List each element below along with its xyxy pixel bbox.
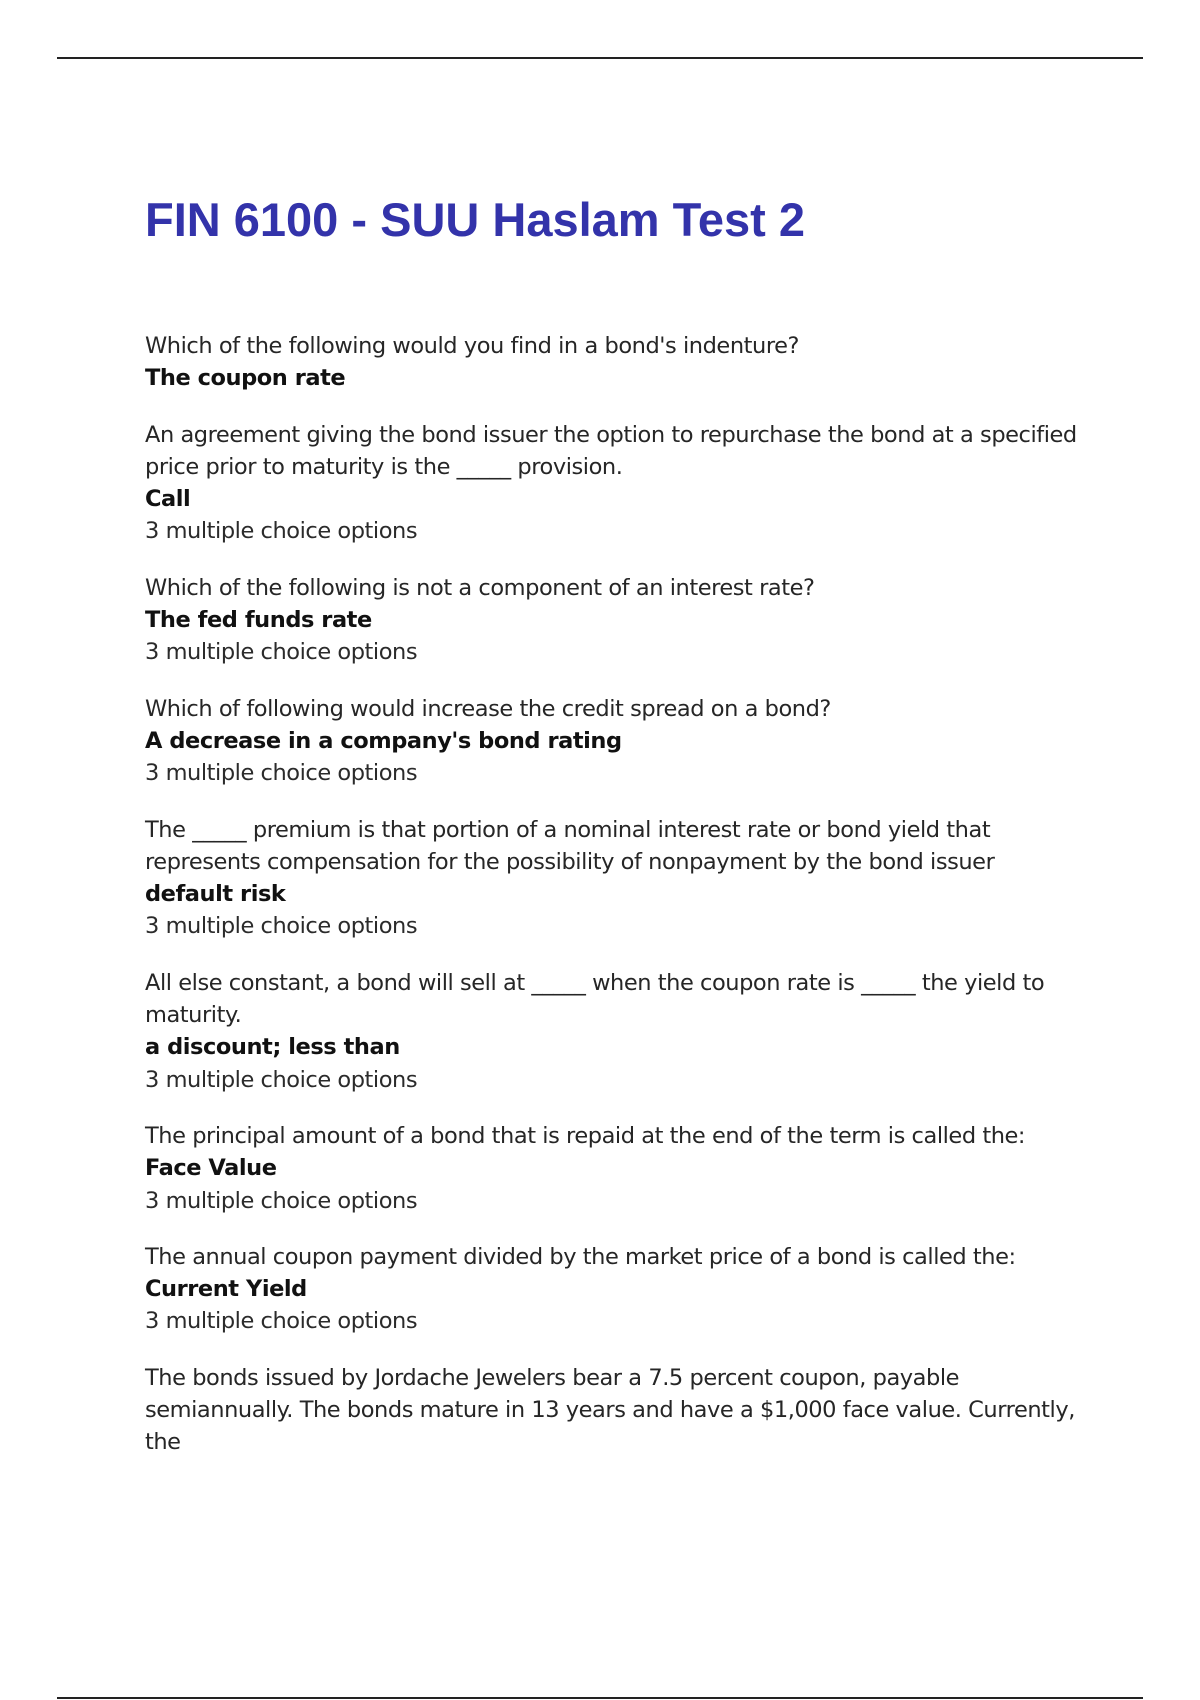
choice-count-note: 3 multiple choice options <box>145 518 418 545</box>
qa-item <box>145 967 1085 1096</box>
choice-count-note: 3 multiple choice options <box>145 760 418 787</box>
answer-text: Face Value <box>145 1155 277 1182</box>
answer-text: default risk <box>145 881 286 908</box>
question-text: Which of the following is not a component of an interest rate? <box>145 574 815 601</box>
qa-item <box>145 419 1085 548</box>
choice-count-note: 3 multiple choice options <box>145 1066 418 1093</box>
answer-text: The coupon rate <box>145 365 346 392</box>
question-text: The annual coupon payment divided by the market price of a bond is called the: <box>145 1243 1016 1270</box>
document-title: FIN 6100 - SUU Haslam Test 2 <box>145 193 805 246</box>
qa-item <box>145 1120 1085 1217</box>
question-text: The _____ premium is that portion of a nominal interest rate or bond yield that represents compensation for the possibility of nonpayment by the bond issuer <box>145 816 995 875</box>
question-text: The bonds issued by Jordache Jewelers bear a 7.5 percent coupon, payable semiannually. The bonds mature in 13 years and have a $1,000 face value. Currently, the <box>145 1364 1075 1456</box>
question-text: An agreement giving the bond issuer the option to repurchase the bond at a specified price prior to maturity is the _____ provision. <box>145 421 1077 480</box>
choice-count-note: 3 multiple choice options <box>145 1187 418 1214</box>
question-text: Which of the following would you find in a bond's indenture? <box>145 333 800 359</box>
answer-text: Call <box>145 486 191 513</box>
qa-item <box>145 572 1085 669</box>
qa-item <box>145 330 1085 395</box>
qa-item <box>145 814 1085 943</box>
top-rule <box>57 57 1143 59</box>
choice-count-note: 3 multiple choice options <box>145 1308 418 1335</box>
choice-count-note: 3 multiple choice options <box>145 639 418 666</box>
qa-item <box>145 1362 1085 1459</box>
qa-list <box>145 330 1085 1459</box>
question-text: Which of following would increase the credit spread on a bond? <box>145 695 831 722</box>
question-text: All else constant, a bond will sell at _____ when the coupon rate is _____ the yield to maturity. <box>145 969 1045 1029</box>
question-text: The principal amount of a bond that is repaid at the end of the term is called the: <box>145 1122 1026 1149</box>
choice-count-note: 3 multiple choice options <box>145 913 418 940</box>
qa-item <box>145 693 1085 790</box>
bottom-rule <box>57 1697 1143 1699</box>
answer-text: A decrease in a company's bond rating <box>145 727 622 754</box>
answer-text: The fed funds rate <box>145 607 372 634</box>
qa-item <box>145 1241 1085 1338</box>
answer-text: Current Yield <box>145 1276 307 1303</box>
answer-text: a discount; less than <box>145 1034 400 1061</box>
